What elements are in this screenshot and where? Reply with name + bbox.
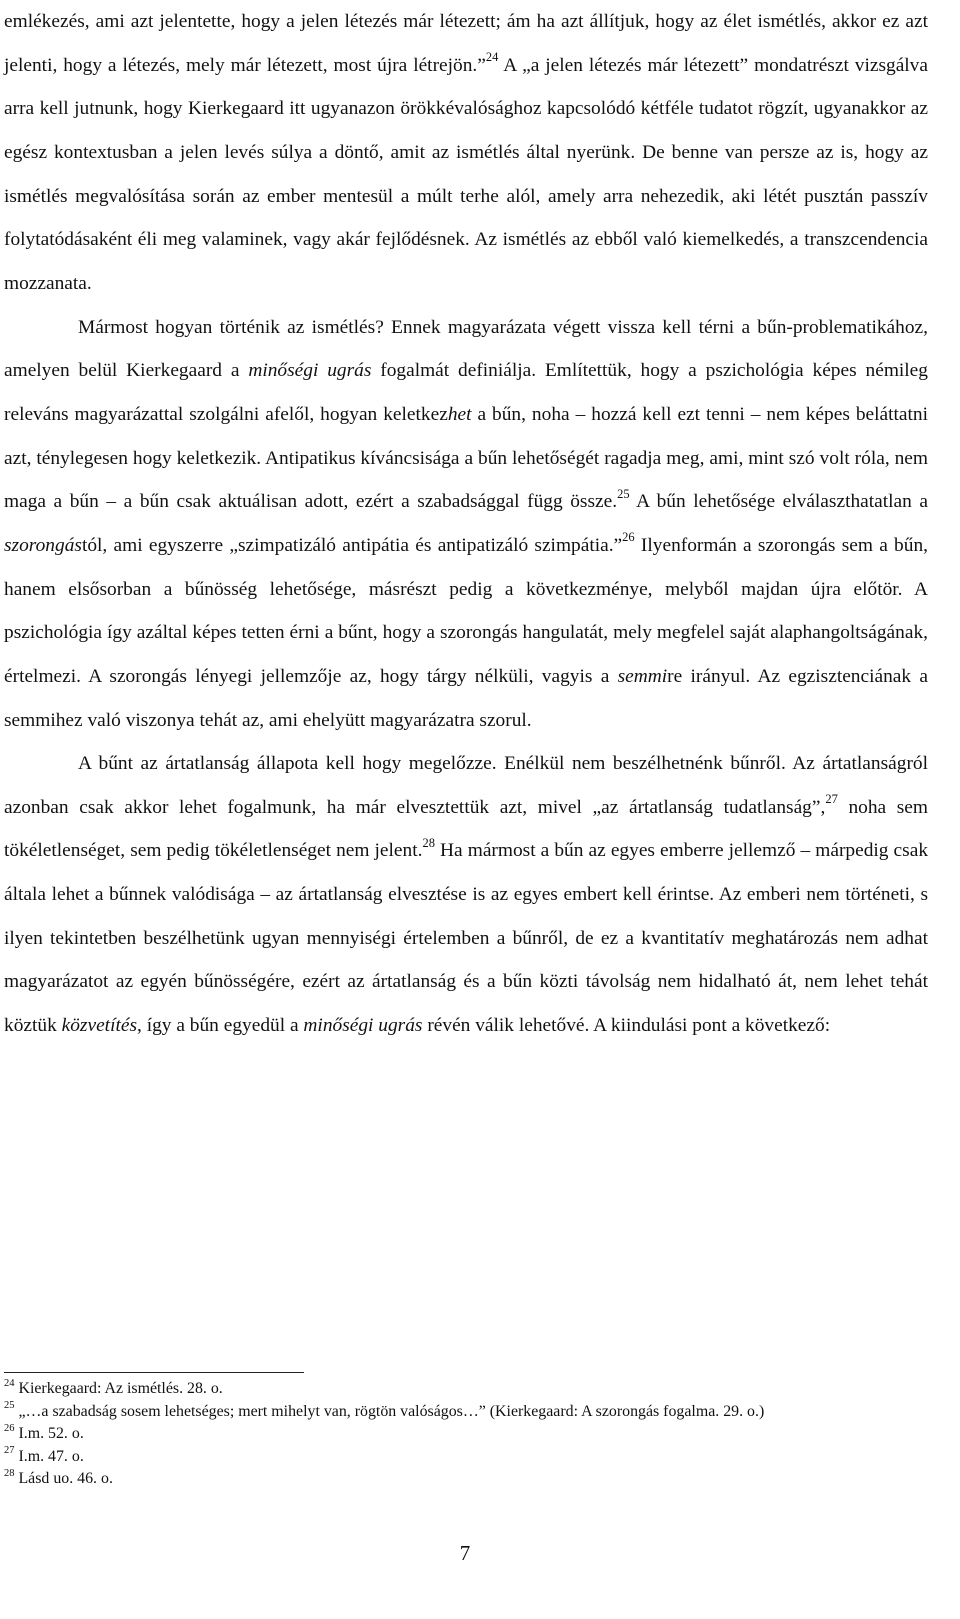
text-run: Mármost hogyan történik az ismétlés? Ennek magyarázata végett vissza kell térni a bűn-problematikához, amelyen belül Kierkegaard a — [4, 316, 928, 382]
text-run: fogalmát definiálja. Említettük, hogy a pszichológia képes némileg releváns magyarázattal szolgálni afelől, hogyan keletkez — [4, 360, 928, 425]
footnote-number: 26 — [4, 1422, 15, 1434]
footnote-number: 25 — [4, 1400, 15, 1412]
footnotes — [4, 1378, 928, 1491]
italic-term: semmi — [617, 665, 668, 687]
footnote-number: 24 — [4, 1377, 15, 1389]
text-run: emlékezés, ami azt jelentette, hogy a jelen létezés már létezett; ám ha azt állítjuk, hogy az élet ismétlés, akkor ez azt jelenti, hogy a létezés, mely már létezett, most újra létrejön.” — [4, 11, 928, 76]
text-run: Ilyenformán a szorongás sem a bűn, hanem elsősorban a bűnösség lehetősége, másrészt pedig a következménye, melyből majdan újra előtör. A pszichológia így azáltal képes tetten érni a bűnt, hogy a szorongás hangulatát, mely megfelel saját alaphangoltságának, értelmezi. A szorongás lényegi jellemzője az, hogy tárgy nélküli, vagyis a — [4, 534, 928, 687]
footnote-ref: 28 — [422, 836, 435, 850]
italic-term: minőségi ugrás — [248, 360, 372, 382]
footnote — [4, 1468, 928, 1491]
footnote — [4, 1378, 928, 1401]
footnote-text: I.m. 47. o. — [14, 1447, 84, 1465]
text-run: tól, ami egyszerre „szimpatizáló antipátia és antipatizáló szimpátia.” — [81, 534, 623, 556]
text-run: A „a jelen létezés már létezett” mondatrészt vizsgálva arra kell jutnunk, hogy Kierkegaard itt ugyanazon örökkévalósághoz kapcsolódó kétféle tudatot rögzít, ugyanakkor az egész kontextusban a jelen levés súlya a döntő, amit az ismétlés által nyerünk. De benne van persze az is, hogy az ismétlés megvalósítása során az ember mentesül a múlt terhe alól, amely arra nehezedik, aki létét pusztán passzív folytatódásaként éli meg valaminek, vagy akár fejlődésnek. Az ismétlés az ebből való kiemelkedés, a transzcendencia mozzanata. — [4, 54, 928, 294]
footnote-ref: 26 — [622, 530, 635, 545]
footnote-text: „…a szabadság sosem lehetséges; mert mihelyt van, rögtön valóságos…” (Kierkegaard: A szorongás fogalma. 29. o.) — [14, 1402, 765, 1420]
footnote-number: 28 — [4, 1468, 15, 1480]
footnote-text: I.m. 52. o. — [14, 1425, 84, 1443]
footnote-ref: 25 — [617, 486, 630, 501]
paragraph — [4, 306, 928, 743]
footnote-ref: 27 — [825, 792, 838, 807]
footnote — [4, 1401, 928, 1424]
footnote-text: Kierkegaard: Az ismétlés. 28. o. — [14, 1380, 223, 1397]
footnote-text: Lásd uo. 46. o. — [14, 1470, 113, 1488]
text-run: Ha mármost a bűn az egyes emberre jellemző – márpedig csak általa lehet a bűnnek valódisága – az ártatlanság elvesztése is az egyes embert kell érintse. Az emberi nem történeti, s ilyen tekintetben beszélhetünk ugyan mennyiségi értelemben a bűnről, de ez a kvantitatív meghatározás nem adhat magyarázatot az egyén bűnösségére, ezért az ártatlanság és a bűn közti távolság nem hidalható át, nem lehet tehát köztük — [4, 840, 929, 1037]
page-number: 7 — [459, 1541, 471, 1565]
footnote-number: 27 — [4, 1445, 15, 1457]
text-run: révén válik lehetővé. A kiindulási pont a következő: — [422, 1015, 831, 1037]
paragraph — [4, 742, 928, 1048]
text-run: , így a bűn egyedül a — [137, 1015, 304, 1037]
footnote-ref: 24 — [485, 50, 499, 65]
document-page — [4, 0, 928, 1048]
italic-term: minőségi ugrás — [303, 1015, 423, 1037]
footnote-separator — [4, 1372, 304, 1373]
footnote — [4, 1446, 928, 1469]
text-run: noha sem tökéletlenséget, sem pedig tökéletlenséget nem jelent. — [4, 796, 928, 862]
text-run: re irányul. Az egzisztenciának a semmihez való viszonya tehát az, ami ehelyütt magyarázatra szorul. — [4, 665, 928, 731]
text-run: A bűnt az ártatlanság állapota kell hogy megelőzze. Enélkül nem beszélhetnénk bűnről. Az ártatlanságról azonban csak akkor lehet fogalmunk, ha már elvesztettük azt, mivel „az ártatlanság tudatlanság”, — [4, 753, 928, 818]
text-run: A bűn lehetősége elválaszthatatlan a — [629, 491, 928, 513]
italic-term: közvetítés — [61, 1015, 138, 1037]
italic-term: szorongás — [4, 534, 82, 556]
text-run: a bűn, noha – hozzá kell ezt tenni – nem képes beláttatni azt, ténylegesen hogy keletkezik. Antipatikus kíváncsisága a bűn lehetőségét ragadja meg, ami, mint szó volt róla, nem maga a bűn – a bűn csak aktuálisan adott, ezért a szabadsággal függ össze. — [4, 403, 928, 513]
italic-term: het — [447, 403, 472, 425]
paragraph — [4, 0, 928, 306]
footnote — [4, 1423, 928, 1446]
body-text — [4, 0, 928, 1048]
